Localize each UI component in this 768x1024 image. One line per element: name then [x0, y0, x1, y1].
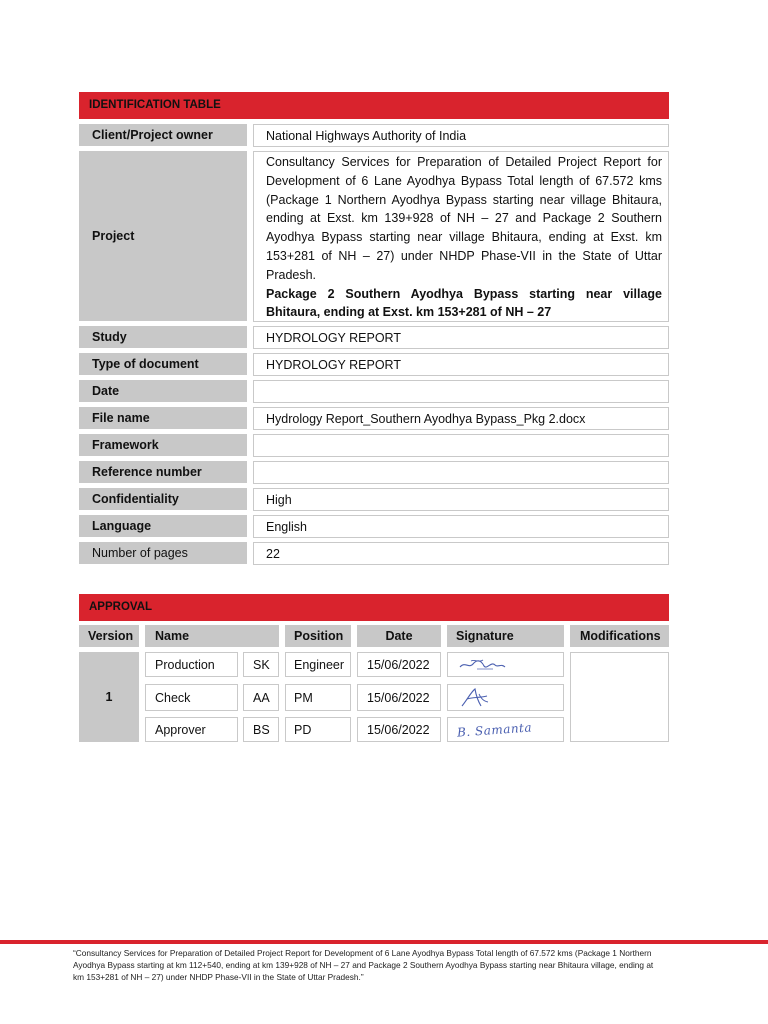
col-name: Name — [145, 625, 279, 647]
label-client-project-owner: Client/Project owner — [79, 124, 247, 146]
label-date: Date — [79, 380, 247, 402]
value-study: HYDROLOGY REPORT — [253, 326, 669, 349]
approval-date-1: 15/06/2022 — [357, 652, 441, 677]
approval-initials-sk: SK — [243, 652, 279, 677]
signature-bs-text: B. Samanta — [456, 719, 533, 740]
value-confidentiality: High — [253, 488, 669, 511]
approval-position-engineer: Engineer — [285, 652, 351, 677]
value-date — [253, 380, 669, 403]
col-modifications: Modifications — [570, 625, 669, 647]
value-client-project-owner: National Highways Authority of India — [253, 124, 669, 147]
version-cell: 1 — [79, 652, 139, 742]
signature-cell-1 — [447, 652, 564, 677]
approval-date-2: 15/06/2022 — [357, 684, 441, 711]
approval-table-header: APPROVAL — [79, 594, 669, 621]
col-signature: Signature — [447, 625, 564, 647]
label-confidentiality: Confidentiality — [79, 488, 247, 510]
value-number-of-pages: 22 — [253, 542, 669, 565]
signature-cell-3 — [447, 717, 564, 742]
approval-role-production: Production — [145, 652, 238, 677]
signature-cell-2 — [447, 684, 564, 711]
col-version: Version — [79, 625, 139, 647]
project-description: Consultancy Services for Preparation of Detailed Project Report for Development of 6 Lane Ayodhya Bypass Total length of 67.572 kms (Package 1 Northern Ayodhya Bypass starting near village Bhitaura, ending at Exst. km 139+928 of NH – 27 and Package 2 Southern Ayodhya Bypass starting near village Bhitaura, ending at Exst. km 153+281 of NH – 27) under NHDP Phase-VII in the State of Uttar Pradesh. — [266, 155, 662, 282]
footer-text: “Consultancy Services for Preparation of Detailed Project Report for Development of 6 Lane Ayodhya Bypass Total length of 67.572 kms (Package 1 Northern Ayodhya Bypass starting at km 112+540, ending at km 139+928 of NH – 27 and Package 2 Southern Ayodhya Bypass starting near Bhitaura village, ending at km 153+281 of NH – 27) under NHDP Phase-VII in the State of Uttar Pradesh.” — [73, 948, 654, 982]
value-project — [253, 151, 669, 322]
approval-position-pm: PM — [285, 684, 351, 711]
modifications-cell — [570, 652, 669, 742]
label-number-of-pages: Number of pages — [79, 542, 247, 564]
label-type-of-document: Type of document — [79, 353, 247, 375]
value-reference-number — [253, 461, 669, 484]
signature-aa-icon — [457, 686, 497, 710]
approval-initials-bs: BS — [243, 717, 279, 742]
col-date: Date — [357, 625, 441, 647]
identification-table-header: IDENTIFICATION TABLE — [79, 92, 669, 119]
signature-sk-icon — [457, 655, 517, 675]
value-file-name: Hydrology Report_Southern Ayodhya Bypass_Pkg 2.docx — [253, 407, 669, 430]
label-study: Study — [79, 326, 247, 348]
col-position: Position — [285, 625, 351, 647]
approval-role-approver: Approver — [145, 717, 238, 742]
label-file-name: File name — [79, 407, 247, 429]
label-framework: Framework — [79, 434, 247, 456]
footer-divider — [0, 940, 768, 944]
value-language: English — [253, 515, 669, 538]
approval-initials-aa: AA — [243, 684, 279, 711]
value-framework — [253, 434, 669, 457]
label-project: Project — [79, 151, 247, 321]
label-reference-number: Reference number — [79, 461, 247, 483]
label-language: Language — [79, 515, 247, 537]
approval-role-check: Check — [145, 684, 238, 711]
approval-position-pd: PD — [285, 717, 351, 742]
project-package-title: Package 2 Southern Ayodhya Bypass starting near village Bhitaura, ending at Exst. km 153+281 of NH – 27 — [266, 286, 662, 320]
value-type-of-document: HYDROLOGY REPORT — [253, 353, 669, 376]
approval-date-3: 15/06/2022 — [357, 717, 441, 742]
